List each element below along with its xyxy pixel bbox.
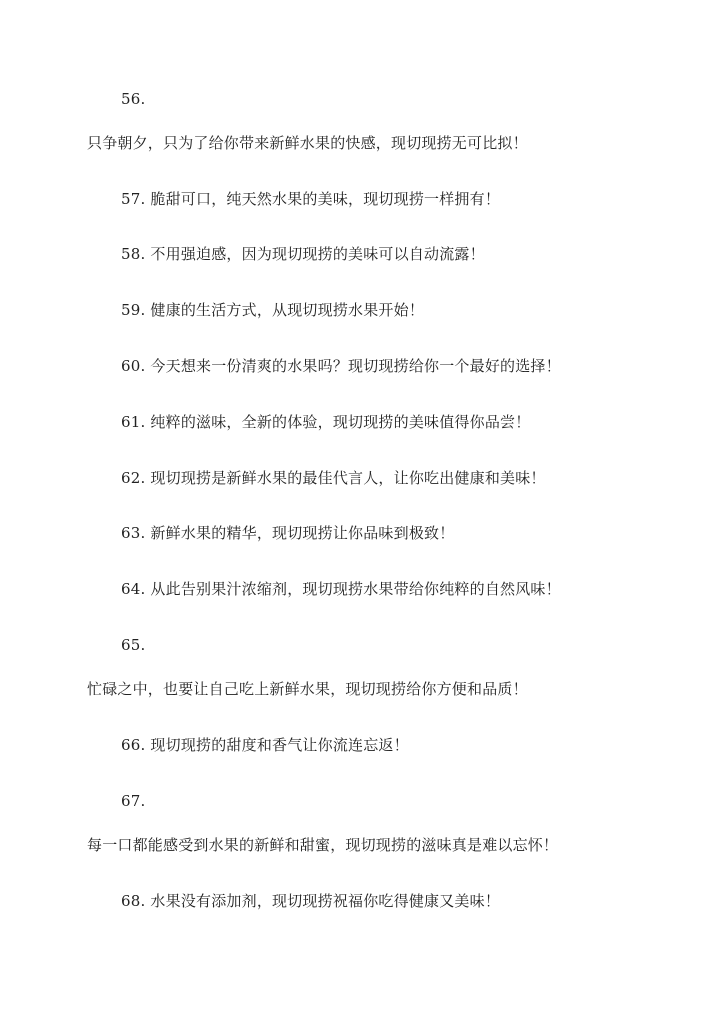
slogan-61: 61. 纯粹的滋味，全新的体验，现切现捞的美味值得你品尝！	[121, 413, 531, 431]
slogan-64: 64. 从此告别果汁浓缩剂，现切现捞水果带给你纯粹的自然风味！	[121, 580, 561, 598]
slogan-66: 66. 现切现捞的甜度和香气让你流连忘返！	[121, 736, 409, 754]
slogan-56-number: 56.	[121, 90, 146, 108]
slogan-60: 60. 今天想来一份清爽的水果吗？现切现捞给你一个最好的选择！	[121, 357, 561, 375]
slogan-65-number: 65.	[121, 636, 146, 654]
slogan-59: 59. 健康的生活方式，从现切现捞水果开始！	[121, 301, 425, 319]
slogan-65-text: 忙碌之中，也要让自己吃上新鲜水果，现切现捞给你方便和品质！	[87, 680, 528, 698]
slogan-57: 57. 脆甜可口，纯天然水果的美味，现切现捞一样拥有！	[121, 190, 501, 208]
slogan-68: 68. 水果没有添加剂，现切现捞祝福你吃得健康又美味！	[121, 892, 501, 910]
slogan-58: 58. 不用强迫感，因为现切现捞的美味可以自动流露！	[121, 245, 485, 263]
slogan-62: 62. 现切现捞是新鲜水果的最佳代言人，让你吃出健康和美味！	[121, 469, 546, 487]
slogan-63: 63. 新鲜水果的精华，现切现捞让你品味到极致！	[121, 524, 455, 542]
slogan-56-text: 只争朝夕，只为了给你带来新鲜水果的快感，现切现捞无可比拟！	[87, 134, 528, 152]
slogan-67-text: 每一口都能感受到水果的新鲜和甜蜜，现切现捞的滋味真是难以忘怀！	[87, 836, 559, 854]
slogan-67-number: 67.	[121, 792, 146, 810]
